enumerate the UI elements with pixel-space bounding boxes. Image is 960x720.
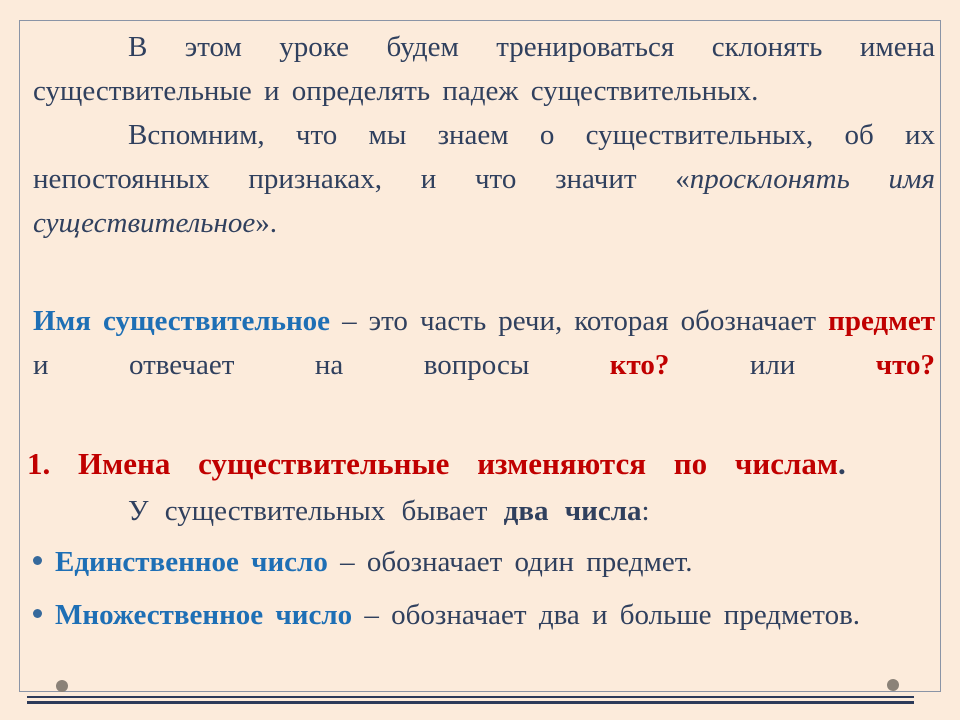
bottom-double-rule: [27, 696, 914, 704]
rule-subline-bold: два числа: [503, 495, 642, 527]
definition-question-what: что?: [875, 349, 935, 381]
decorative-dot-right: [887, 679, 899, 691]
definition-mid2: и отвечает на вопросы: [33, 349, 610, 381]
number-types-list: [33, 541, 935, 647]
list-item-plural: [33, 594, 935, 637]
definition-or-word: или: [669, 349, 876, 381]
intro-paragraph-2-italic: просклонять имя существительное: [33, 163, 936, 239]
rule-heading: [27, 441, 935, 487]
list-item-singular: [33, 541, 935, 584]
singular-description: – обозначает один предмет.: [327, 546, 693, 578]
rule-subline-colon: :: [641, 495, 650, 527]
rule-heading-period: .: [837, 446, 846, 481]
plural-description: – обозначает два и больше предметов.: [352, 599, 861, 631]
definition-mid1: – это часть речи, которая обозначает: [330, 305, 829, 337]
bullet-icon: [33, 556, 42, 565]
singular-term: Единственное число: [55, 546, 328, 578]
decorative-dot-left: [56, 680, 68, 692]
intro-paragraph-2-end: ».: [255, 207, 277, 239]
rule-subline: [33, 489, 935, 533]
intro-paragraph-1: В этом уроке будем тренироваться склонять имена существительные и определять падеж существительных.: [33, 31, 935, 107]
content-box: [19, 20, 941, 692]
bullet-icon: [33, 609, 42, 618]
rule-subline-text: У существительных бывает: [128, 495, 504, 527]
definition-question-who: кто?: [609, 349, 670, 381]
plural-term: Множественное число: [55, 599, 353, 631]
intro-paragraph-2-text: Вспомним, что мы знаем о существительных, об их непостоянных признаках, и что значит «: [33, 119, 935, 195]
intro-paragraph-2: [33, 113, 935, 245]
definition-object-word: предмет: [828, 305, 935, 337]
definition-paragraph: [33, 299, 935, 387]
definition-term: Имя существительное: [33, 305, 331, 337]
rule-heading-text: 1. Имена существительные изменяются по числам: [27, 446, 838, 481]
